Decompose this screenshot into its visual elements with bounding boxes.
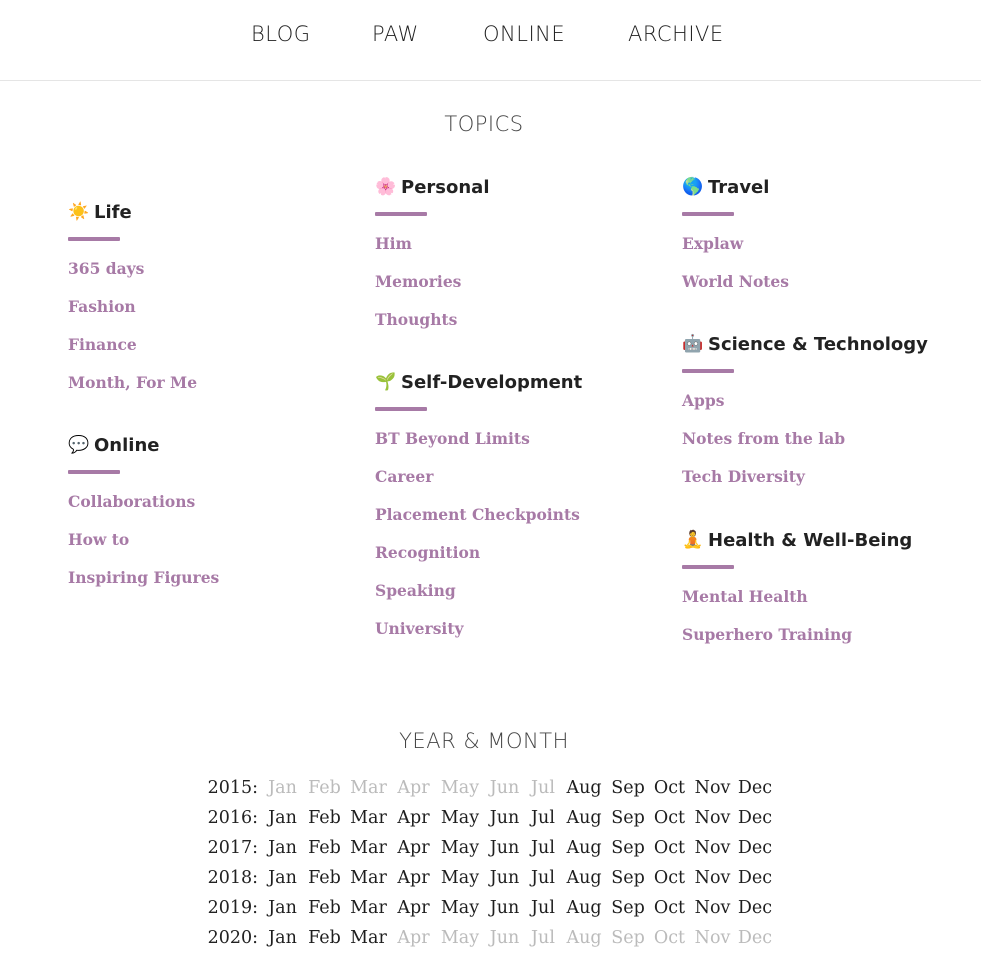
year-label: 2016:: [207, 808, 258, 828]
year-label: 2015:: [207, 778, 258, 798]
archive-month-link[interactable]: Aug: [566, 778, 602, 798]
topic-category: [68, 200, 197, 402]
archive-month-link[interactable]: Aug: [566, 808, 602, 828]
category-emoji-icon: ☀️: [68, 202, 90, 222]
topic-link[interactable]: Finance: [68, 335, 137, 354]
category-link-list: [682, 225, 789, 301]
category-underline: [68, 237, 120, 241]
archive-month-link[interactable]: Feb: [308, 808, 341, 828]
archive-month-link[interactable]: Nov: [694, 898, 731, 918]
topic-link[interactable]: Career: [375, 467, 434, 486]
category-heading: [68, 200, 197, 224]
archive-month-link[interactable]: Aug: [566, 898, 602, 918]
archive-month-link[interactable]: Feb: [308, 838, 341, 858]
topic-link[interactable]: Tech Diversity: [682, 467, 805, 486]
archive-month-link[interactable]: Apr: [397, 898, 430, 918]
archive-month-link[interactable]: Jan: [268, 838, 297, 858]
archive-month-link: Jun: [489, 778, 520, 798]
archive-calendar: [196, 773, 775, 953]
category-title: Health & Well-Being: [708, 529, 913, 551]
archive-month-link[interactable]: Dec: [737, 898, 773, 918]
category-title: Life: [94, 201, 132, 223]
archive-month-link[interactable]: Mar: [350, 898, 387, 918]
topic-link[interactable]: University: [375, 619, 464, 638]
archive-month-link[interactable]: Jul: [531, 868, 555, 888]
category-link-list: [375, 225, 490, 339]
category-emoji-icon: 🌎: [682, 177, 704, 197]
topic-link[interactable]: How to: [68, 530, 130, 549]
archive-month-link[interactable]: May: [440, 808, 480, 828]
category-underline: [375, 212, 427, 216]
archive-month-link[interactable]: Dec: [737, 868, 773, 888]
archive-month-link: Aug: [566, 928, 602, 948]
category-link-list: [682, 382, 928, 496]
topic-link[interactable]: Month, For Me: [68, 373, 198, 392]
archive-month-link[interactable]: Dec: [737, 808, 773, 828]
archive-month-link[interactable]: Sep: [611, 838, 645, 858]
archive-month-link: Feb: [308, 778, 341, 798]
category-heading: [375, 175, 490, 199]
archive-year-row: [196, 833, 775, 863]
archive-year-row: [196, 773, 775, 803]
topic-link[interactable]: Explaw: [682, 234, 744, 253]
nav-blog-link[interactable]: BLOG: [251, 22, 311, 46]
archive-year-row: [196, 923, 775, 953]
archive-month-link[interactable]: May: [440, 838, 480, 858]
archive-month-link: Jul: [531, 928, 555, 948]
archive-month-link[interactable]: Jan: [268, 928, 297, 948]
category-underline: [68, 470, 120, 474]
archive-month-link: May: [440, 778, 480, 798]
archive-month-link[interactable]: May: [440, 868, 480, 888]
topic-link[interactable]: Mental Health: [682, 587, 808, 606]
year-label: 2020:: [207, 928, 258, 948]
category-underline: [682, 212, 734, 216]
archive-month-link: Sep: [611, 928, 645, 948]
archive-month-link: Jun: [489, 928, 520, 948]
category-emoji-icon: 🤖: [682, 334, 704, 354]
archive-year-row: [196, 803, 775, 833]
topic-category: [682, 175, 789, 301]
category-heading: [375, 370, 582, 394]
topic-link[interactable]: Him: [375, 234, 412, 253]
archive-month-link[interactable]: Jul: [531, 838, 555, 858]
topic-link[interactable]: World Notes: [682, 272, 790, 291]
category-title: Travel: [708, 176, 770, 198]
archive-month-link[interactable]: Dec: [737, 838, 773, 858]
nav-online-link[interactable]: ONLINE: [483, 22, 566, 46]
archive-month-link[interactable]: Jan: [268, 808, 297, 828]
year-label: 2017:: [207, 838, 258, 858]
archive-year-row: [196, 893, 775, 923]
archive-month-link[interactable]: Jan: [268, 868, 297, 888]
topic-link[interactable]: Apps: [682, 391, 725, 410]
category-heading: [682, 175, 789, 199]
archive-month-link[interactable]: Jul: [531, 808, 555, 828]
topic-category: [682, 528, 912, 654]
category-link-list: [68, 250, 197, 402]
archive-month-link[interactable]: Apr: [397, 868, 430, 888]
year-label: 2019:: [207, 898, 258, 918]
topic-link[interactable]: Memories: [375, 272, 462, 291]
archive-month-link[interactable]: Oct: [653, 838, 686, 858]
category-underline: [682, 565, 734, 569]
archive-month-link: Nov: [694, 928, 731, 948]
archive-month-link: May: [440, 928, 480, 948]
archive-month-link[interactable]: Feb: [308, 868, 341, 888]
category-heading: [68, 433, 219, 457]
category-link-list: [68, 483, 219, 597]
archive-month-link[interactable]: Oct: [653, 868, 686, 888]
archive-month-link[interactable]: Apr: [397, 838, 430, 858]
archive-month-link[interactable]: Sep: [611, 898, 645, 918]
topic-link[interactable]: Recognition: [375, 543, 481, 562]
archive-month-link[interactable]: Aug: [566, 838, 602, 858]
topic-category: [375, 175, 490, 339]
archive-month-link[interactable]: Jan: [268, 898, 297, 918]
archive-month-link[interactable]: Feb: [308, 928, 341, 948]
nav-archive-link[interactable]: ARCHIVE: [628, 22, 724, 46]
topic-link[interactable]: Collaborations: [68, 492, 196, 511]
category-emoji-icon: 🌱: [375, 372, 397, 392]
archive-month-link[interactable]: Nov: [694, 838, 731, 858]
category-link-list: [375, 420, 582, 648]
category-heading: [682, 528, 912, 552]
archive-month-link[interactable]: Sep: [611, 778, 645, 798]
archive-month-link[interactable]: Jun: [489, 808, 520, 828]
archive-month-link[interactable]: Mar: [350, 868, 387, 888]
topic-link[interactable]: Speaking: [375, 581, 456, 600]
topic-link[interactable]: Notes from the lab: [682, 429, 846, 448]
topic-category: [68, 433, 219, 597]
topics-heading: TOPICS: [444, 112, 524, 136]
archive-month-link: Oct: [653, 928, 686, 948]
category-underline: [375, 407, 427, 411]
archive-month-link[interactable]: Jun: [489, 868, 520, 888]
archive-month-link[interactable]: Aug: [566, 868, 602, 888]
archive-month-link[interactable]: Jun: [489, 898, 520, 918]
topic-category: [682, 332, 928, 496]
topic-category: [375, 370, 582, 648]
category-title: Personal: [401, 176, 490, 198]
archive-month-link[interactable]: Mar: [350, 928, 387, 948]
archive-heading: YEAR & MONTH: [399, 729, 569, 753]
category-heading: [682, 332, 928, 356]
archive-month-link[interactable]: Apr: [397, 808, 430, 828]
topic-link[interactable]: Placement Checkpoints: [375, 505, 580, 524]
year-label: 2018:: [207, 868, 258, 888]
archive-month-link[interactable]: Oct: [653, 808, 686, 828]
archive-month-link[interactable]: Mar: [350, 808, 387, 828]
archive-month-link[interactable]: Feb: [308, 898, 341, 918]
archive-month-link: Dec: [737, 928, 773, 948]
archive-month-link: Apr: [397, 778, 430, 798]
nav-paw-link[interactable]: PAW: [372, 22, 419, 46]
archive-month-link[interactable]: Oct: [653, 898, 686, 918]
archive-month-link[interactable]: Nov: [694, 868, 731, 888]
archive-month-link[interactable]: Jul: [531, 898, 555, 918]
category-emoji-icon: 💬: [68, 435, 90, 455]
top-navigation: [0, 0, 981, 81]
category-emoji-icon: 🧘: [682, 530, 704, 550]
category-underline: [682, 369, 734, 373]
topic-link[interactable]: Superhero Training: [682, 625, 853, 644]
archive-month-link: Mar: [350, 778, 387, 798]
topic-link[interactable]: Thoughts: [375, 310, 458, 329]
archive-month-link[interactable]: Sep: [611, 808, 645, 828]
archive-month-link[interactable]: Nov: [694, 778, 731, 798]
topic-link[interactable]: Inspiring Figures: [68, 568, 220, 587]
archive-month-link[interactable]: Mar: [350, 838, 387, 858]
archive-month-link[interactable]: May: [440, 898, 480, 918]
archive-month-link[interactable]: Dec: [737, 778, 773, 798]
topic-link[interactable]: BT Beyond Limits: [375, 429, 530, 448]
archive-month-link[interactable]: Oct: [653, 778, 686, 798]
category-link-list: [682, 578, 912, 654]
category-title: Online: [94, 434, 160, 456]
topic-link[interactable]: 365 days: [68, 259, 145, 278]
archive-month-link: Apr: [397, 928, 430, 948]
archive-month-link[interactable]: Nov: [694, 808, 731, 828]
archive-month-link[interactable]: Sep: [611, 868, 645, 888]
category-emoji-icon: 🌸: [375, 177, 397, 197]
archive-month-link: Jan: [268, 778, 297, 798]
archive-year-row: [196, 863, 775, 893]
archive-month-link: Jul: [531, 778, 555, 798]
topic-link[interactable]: Fashion: [68, 297, 136, 316]
category-title: Science & Technology: [708, 333, 928, 355]
archive-month-link[interactable]: Jun: [489, 838, 520, 858]
category-title: Self-Development: [401, 371, 583, 393]
